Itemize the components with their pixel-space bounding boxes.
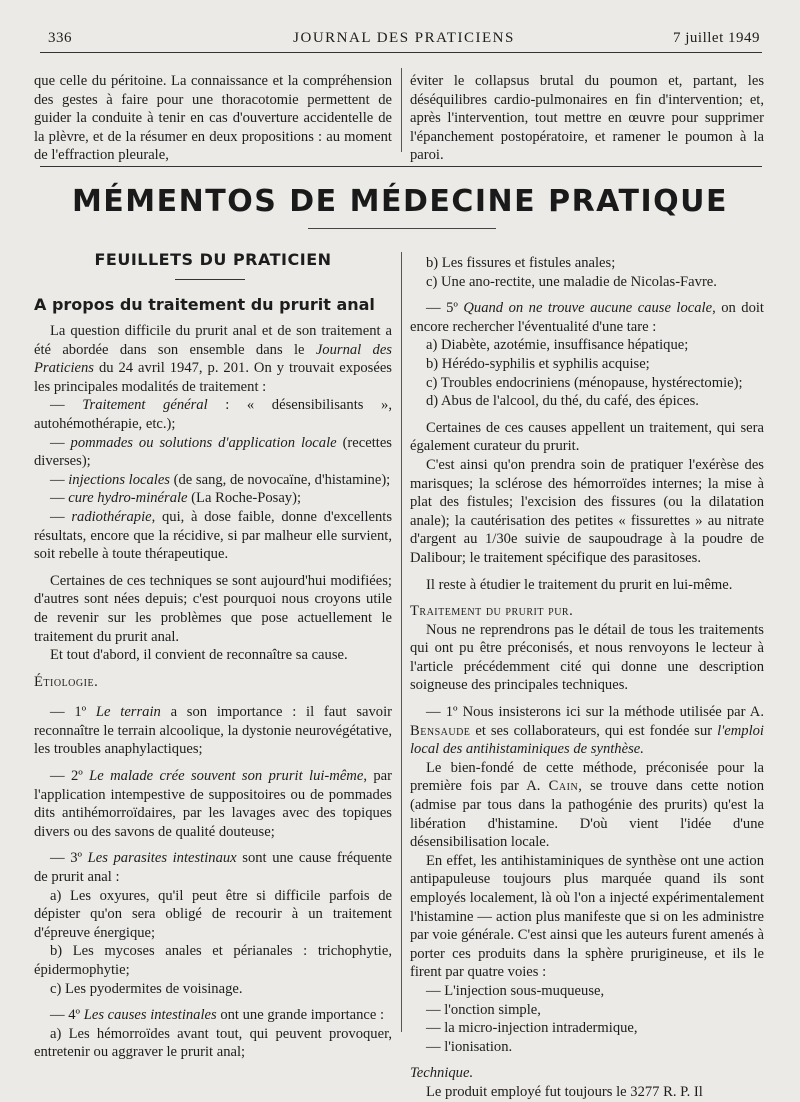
body-column-divider — [401, 252, 402, 1032]
running-header — [48, 30, 760, 50]
paragraph: En effet, les antihistaminiques de synthèse ont une action antipapuleuse toujours plus marquée quand ils sont employés localement, là où l'on a injecté expérimentalement l'histamine — action plus manifeste que si on les administre par voie générale. C'est ainsi que les auteurs furent amenés à porter ces produits dans la sphère prurigineuse, et ils le firent par quatre voies : — [410, 852, 764, 981]
paragraph: Le produit employé fut toujours le 3277 R. P. Il — [426, 1083, 703, 1100]
list-item: a) Les oxyures, qu'il peut être si difficile parfois de dépister qu'on sera obligé de recourir à un traitement d'épreuve énergique; — [34, 887, 392, 941]
subheading-etiologie: Étiologie. — [34, 673, 99, 690]
column-heading-rule — [175, 279, 245, 280]
paragraph: Nous ne reprendrons pas le détail de tous les traitements qui ont pu être préconisés, et nous renvoyons le lecteur à l'article précédemment cité qui donne une description soigneuse des principales techniques. — [410, 621, 764, 694]
paragraph: Le bien-fondé de cette méthode, préconisée pour la première fois par A. Cain, se trouve dans cette notion (admise par tous dans la pathogénie des prurits) qu'est la libération d'histamine. D'où vient l'idée d'une désensibilisation locale. — [410, 759, 764, 851]
list-item: b) Les mycoses anales et périanales : trichophytie, épidermophytie; — [34, 943, 392, 978]
subheading-technique: Technique. — [410, 1065, 474, 1082]
list-item: — l'onction simple, — [426, 1001, 541, 1018]
left-body-column — [34, 322, 392, 1062]
list-item: — 3º Les parasites intestinaux sont une cause fréquente de prurit anal : — [34, 850, 392, 886]
page-number: 336 — [48, 30, 72, 46]
list-item: c) Les pyodermites de voisinage. — [50, 980, 243, 997]
right-body-column — [410, 254, 764, 1102]
journal-title: JOURNAL DES PRATICIENS — [293, 30, 515, 46]
header-rule — [40, 52, 762, 53]
paragraph: Il reste à étudier le traitement du prurit en lui-même. — [426, 576, 733, 593]
list-item: — 2º Le malade crée souvent son prurit lui-même, par l'application intempestive de suppositoires ou de pommades dits antihémorroïdaires, par les lavages avec des topiques divers ou des savons de qualité douteuse; — [34, 768, 392, 840]
list-item: — la micro-injection intradermique, — [426, 1020, 638, 1037]
paragraph: — 1º Nous insisterons ici sur la méthode utilisée par A. Bensaude et ses collaborateurs, qui est fondée sur l'emploi local des antihistaminiques de synthèse. — [410, 704, 764, 758]
list-item: — l'ionisation. — [426, 1038, 513, 1055]
top-right-column — [410, 72, 764, 165]
paragraph: La question difficile du prurit anal et de son traitement a été abordée dans son ensemble dans le Journal des Praticiens du 24 avril 1947, p. 201. On y trouvait exposées les principales modalités de traitement : — [34, 323, 392, 395]
list-item: a) Diabète, azotémie, insuffisance hépatique; — [426, 337, 689, 354]
list-item: b) Hérédo-syphilis et syphilis acquise; — [426, 355, 650, 372]
list-item: c) Une ano-rectite, une maladie de Nicolas-Favre. — [426, 273, 717, 290]
list-item: — 4º Les causes intestinales ont une grande importance : — [50, 1007, 385, 1024]
list-item: — L'injection sous-muqueuse, — [426, 982, 605, 999]
list-item: — radiothérapie, qui, à dose faible, donne d'excellents résultats, encore que la récidive, si par malheur elle survient, soit rebelle à toute thérapeutique. — [34, 508, 393, 563]
top-right-text: éviter le collapsus brutal du poumon et, partant, les déséquilibres cardio-pulmonaires en fin d'intervention; et, après l'intervention, tout mettre en œuvre pour supprimer l'épanchement postopératoire, et ramener le poumon à la paroi. — [410, 73, 764, 164]
list-item: — 5º Quand on ne trouve aucune cause locale, on doit encore rechercher l'éventualité d'une tare : — [410, 300, 764, 335]
paragraph: Certaines de ces techniques se sont aujourd'hui modifiées; d'autres sont nées depuis; c'est pourquoi nous croyons utile de revenir sur les problèmes que pose actuellement le traitement du prurit anal. — [34, 572, 392, 645]
top-column-divider — [401, 68, 402, 152]
list-item: d) Abus de l'alcool, du thé, du café, des épices. — [426, 393, 699, 410]
subheading-traitement: Traitement du prurit pur. — [410, 603, 574, 620]
paragraph: Certaines de ces causes appellent un traitement, qui sera également curateur du prurit. — [410, 419, 764, 455]
list-item: — pommades ou solutions d'application locale (recettes diverses); — [34, 434, 392, 470]
list-item: a) Les hémorroïdes avant tout, qui peuvent provoquer, entretenir ou aggraver le prurit anal; — [34, 1025, 392, 1061]
list-item: c) Troubles endocriniens (ménopause, hystérectomie); — [426, 374, 743, 391]
top-left-column — [34, 72, 392, 165]
article-title: A propos du traitement du prurit anal — [34, 295, 375, 314]
list-item: — injections locales (de sang, de novocaïne, d'histamine); — [50, 471, 391, 488]
top-left-text: que celle du péritoine. La connaissance et la compréhension des gestes à faire pour une thoracotomie permettent de guider la conduite à tenir en cas d'ouverture accidentelle de la plèvre, et de la résumer en deux propositions : au moment de l'effraction pleurale, — [34, 73, 392, 164]
list-item: — Traitement général : « désensibilisants », autohémothérapie, etc.); — [34, 397, 392, 432]
issue-date: 7 juillet 1949 — [673, 30, 760, 46]
column-heading: FEUILLETS DU PRATICIEN — [94, 250, 332, 269]
list-item: b) Les fissures et fistules anales; — [426, 255, 616, 271]
section-rule — [40, 166, 762, 167]
list-item: — cure hydro-minérale (La Roche-Posay); — [50, 490, 302, 507]
section-title: MÉMENTOS DE MÉDECINE PRATIQUE — [71, 184, 729, 219]
title-rule — [308, 228, 496, 229]
list-item: — 1º Le terrain a son importance : il faut savoir reconnaître le terrain alcoolique, la dystonie neurovégétative, les troubles anaphylactiques; — [34, 704, 392, 758]
paragraph: Et tout d'abord, il convient de reconnaître sa cause. — [50, 647, 348, 664]
paragraph: C'est ainsi qu'on prendra soin de pratiquer l'exérèse des marisques; la sclérose des hémorroïdes internes; la mise à plat des fistules; l'excision des fissures (ou la dilatation anale); la cautérisation des petites « fissurettes » au nitrate d'argent au 1/30e suivie de saupoudrage à la poudre de Dalibour; le traitement spécifique des parasitoses. — [410, 456, 764, 566]
